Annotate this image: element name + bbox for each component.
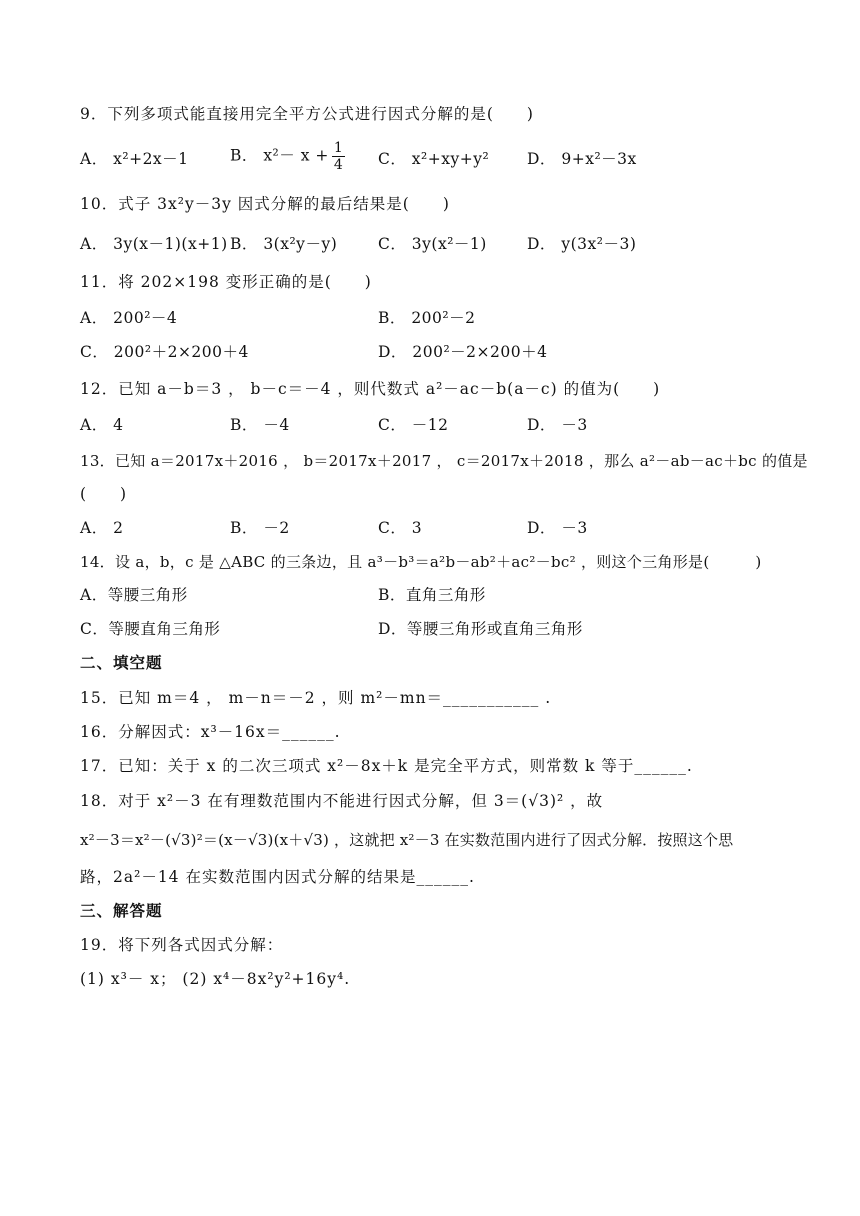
section-heading-fill-in: 二、填空题: [80, 653, 163, 672]
question-14-option-d: D．等腰三角形或直角三角形: [378, 620, 583, 638]
question-13-stem: 13．已知 a＝2017x＋2016 ， b＝2017x＋2017 ， c＝2017x＋2018 ，那么 a²－ab－ac＋bc 的值是: [80, 452, 808, 470]
question-16: 16．分解因式：x³－16x＝______.: [80, 723, 341, 741]
question-19-stem: 19．将下列各式因式分解：: [80, 936, 284, 954]
question-11-stem: 11．将 202×198 变形正确的是( ): [80, 273, 372, 291]
question-11-option-c: C． 200²＋2×200＋4: [80, 343, 249, 361]
fraction-denominator: 4: [333, 157, 344, 173]
section-heading-solve: 三、解答题: [80, 901, 163, 920]
question-12-option-c: C． －12: [378, 416, 449, 434]
question-10-option-a: A． 3y(x－1)(x+1): [80, 235, 228, 253]
question-10-option-d: D． y(3x²－3): [527, 235, 637, 253]
question-19-parts: (1) x³－ x； (2) x⁴－8x²y²+16y⁴.: [80, 970, 351, 988]
fraction-one-quarter: [332, 140, 345, 173]
question-15: 15．已知 m＝4 ， m－n＝－2 ，则 m²－mn＝___________ .: [80, 689, 552, 707]
question-10-option-c: C． 3y(x²－1): [378, 235, 487, 253]
question-9-option-b-text: B． x²－ x +: [230, 146, 329, 165]
question-12-option-b: B． －4: [230, 416, 290, 434]
question-9-option-d: D． 9+x²－3x: [527, 150, 637, 168]
question-12-option-d: D． －3: [527, 416, 588, 434]
question-11-option-d: D． 200²－2×200＋4: [378, 343, 548, 361]
question-18-line-1: 18．对于 x²－3 在有理数范围内不能进行因式分解，但 3＝(√3)² ，故: [80, 792, 604, 810]
question-13-option-c: C． 3: [378, 519, 423, 537]
question-12-option-a: A． 4: [80, 416, 124, 434]
question-13-option-a: A． 2: [80, 519, 124, 537]
question-11-option-b: B． 200²－2: [378, 309, 476, 327]
question-13-option-b: B． －2: [230, 519, 290, 537]
question-13-option-d: D． －3: [527, 519, 588, 537]
question-13-stem-continued: ( ): [80, 485, 128, 503]
question-12-stem: 12．已知 a－b＝3 ， b－c＝－4 ，则代数式 a²－ac－b(a－c) 的值为( ): [80, 380, 661, 398]
question-14-option-b: B．直角三角形: [378, 586, 486, 604]
fraction-numerator: 1: [333, 140, 344, 156]
question-10-stem: 10．式子 3x²y－3y 因式分解的最后结果是( ): [80, 195, 450, 213]
question-11-option-a: A． 200²－4: [80, 309, 178, 327]
question-17: 17．已知：关于 x 的二次三项式 x²－8x＋k 是完全平方式，则常数 k 等于______.: [80, 757, 693, 775]
question-9-stem: 9．下列多项式能直接用完全平方公式进行因式分解的是( ): [80, 105, 534, 123]
question-14-option-a: A．等腰三角形: [80, 586, 188, 604]
question-14-option-c: C．等腰直角三角形: [80, 620, 221, 638]
question-10-option-b: B． 3(x²y－y): [230, 235, 338, 253]
question-9-option-a: A． x²+2x－1: [80, 150, 189, 168]
question-9-option-c: C． x²+xy+y²: [378, 150, 490, 168]
question-9-option-b: [230, 140, 345, 173]
question-18-line-2: x²－3＝x²－(√3)²＝(x－√3)(x＋√3) ，这就把 x²－3 在实数范围内进行了因式分解．按照这个思: [80, 831, 734, 849]
question-18-line-3: 路，2a²－14 在实数范围内因式分解的结果是______.: [80, 868, 475, 886]
question-14-stem: 14．设 a，b，c 是 △ABC 的三条边，且 a³－b³＝a²b－ab²＋ac²－bc² ，则这个三角形是( ): [80, 553, 762, 571]
